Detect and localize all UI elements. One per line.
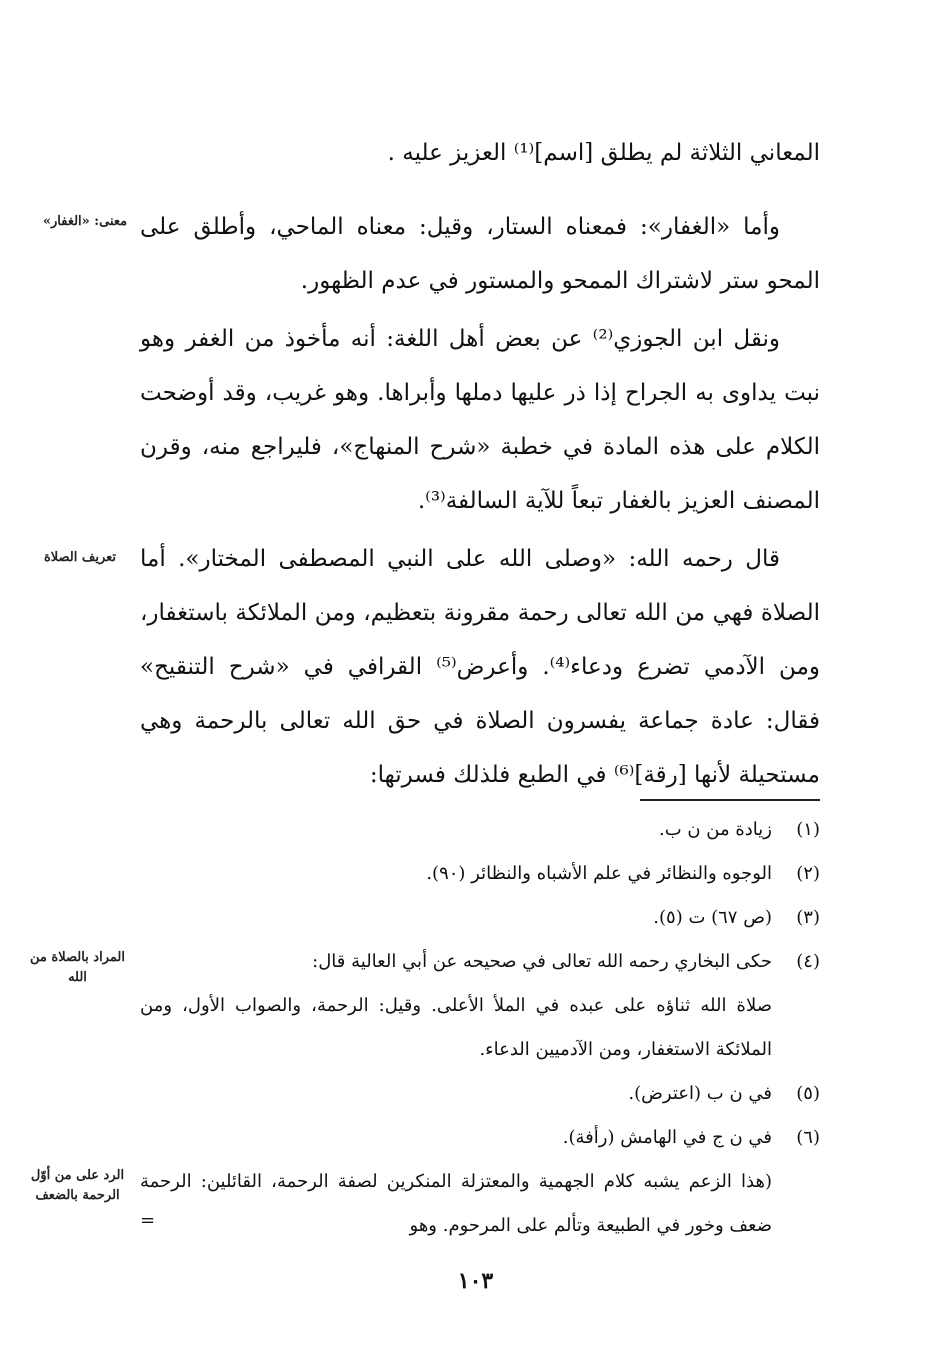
footnote-text: في ن ج في الهامش (رأفة). — [562, 1127, 772, 1148]
footnote — [140, 852, 820, 896]
footnote-continuation: صلاة الله ثناؤه على عبده في الملأ الأعلى. وقيل: الرحمة، والصواب الأول، ومن الملائكة الاستغفار، ومن الآدميين الدعاء. — [140, 995, 772, 1060]
footnote — [140, 1116, 820, 1160]
footnote — [140, 896, 820, 940]
footnote-text: زيادة من ن ب. — [658, 819, 772, 840]
side-note-salat-from-allah: المراد بالصلاة من الله — [30, 950, 125, 985]
footnotes — [140, 808, 820, 1248]
footnote — [140, 940, 820, 984]
footnote-number: (٦) — [796, 1127, 820, 1148]
footnote-number: (٣) — [796, 907, 820, 928]
footnote-number: (٢) — [796, 863, 820, 884]
main-text — [140, 532, 820, 802]
paragraph-ibn-jawzi: ونقل ابن الجوزي⁽²⁾ عن بعض أهل اللغة: أنه مأخوذ من الغفر وهو نبت يداوى به الجراح إذا ذر عليها دملها وأبراها. وهو غريب، وقد أوضحت الكلام على هذه المادة في خطبة «شرح المنهاج»، فليراجع منه، وقرن المصنف العزيز بالغفار تبعاً للآية السالفة⁽³⁾. — [140, 326, 820, 514]
footnote-continuation: (هذا الزعم يشبه كلام الجهمية والمعتزلة المنكرين لصفة الرحمة، القائلين: الرحمة ضعف وخور في الطبيعة وتألم على المرحوم. وهو — [140, 1171, 772, 1236]
footnote-number: (٤) — [796, 951, 820, 972]
footnote-text: الوجوه والنظائر في علم الأشباه والنظائر (٩٠). — [426, 863, 772, 884]
continuation-mark: = — [140, 1210, 156, 1231]
side-note-ghaffar: معنى: «الغفار» — [42, 214, 128, 229]
paragraph-1: المعاني الثلاثة لم يطلق [اسم]⁽¹⁾ العزيز عليه . — [387, 140, 820, 166]
footnote-text: (ص ٦٧) ت (٥). — [653, 907, 772, 928]
footnote — [140, 808, 820, 852]
side-note-rebuttal: الرد على من أوّل الرحمة بالضعف — [30, 1168, 125, 1203]
main-text — [140, 200, 820, 308]
footnote — [140, 1072, 820, 1116]
footnote-number: (٥) — [796, 1083, 820, 1104]
footnote-text: حكى البخاري رحمه الله تعالى في صحيحه عن أبي العالية قال: — [312, 951, 772, 972]
side-note-salat-definition: تعريف الصلاة — [43, 550, 117, 565]
paragraph-salat: قال رحمه الله: «وصلى الله على النبي المصطفى المختار». أما الصلاة فهي من الله تعالى رحمة مقرونة بتعظيم، ومن الملائكة باستغفار، ومن الآدمي تضرع ودعاء⁽⁴⁾. وأعرض⁽⁵⁾ القرافي في «شرح التنقيح» فقال: عادة جماعة يفسرون الصلاة في حق الله تعالى بالرحمة وهي مستحيلة لأنها [رقة]⁽⁶⁾ في الطبع فلذلك فسرتها: — [140, 546, 820, 788]
footnote-separator — [640, 799, 820, 801]
paragraph-ghaffar: وأما «الغفار»: فمعناه الستار، وقيل: معناه الماحي، وأطلق على المحو ستر لاشتراك الممحو والمستور في عدم الظهور. — [140, 214, 820, 294]
main-text — [140, 126, 820, 180]
footnote-number: (١) — [796, 819, 820, 840]
footnote-text: في ن ب (اعترض). — [628, 1083, 772, 1104]
main-text — [140, 312, 820, 528]
page-number: ١٠٣ — [457, 1268, 494, 1294]
